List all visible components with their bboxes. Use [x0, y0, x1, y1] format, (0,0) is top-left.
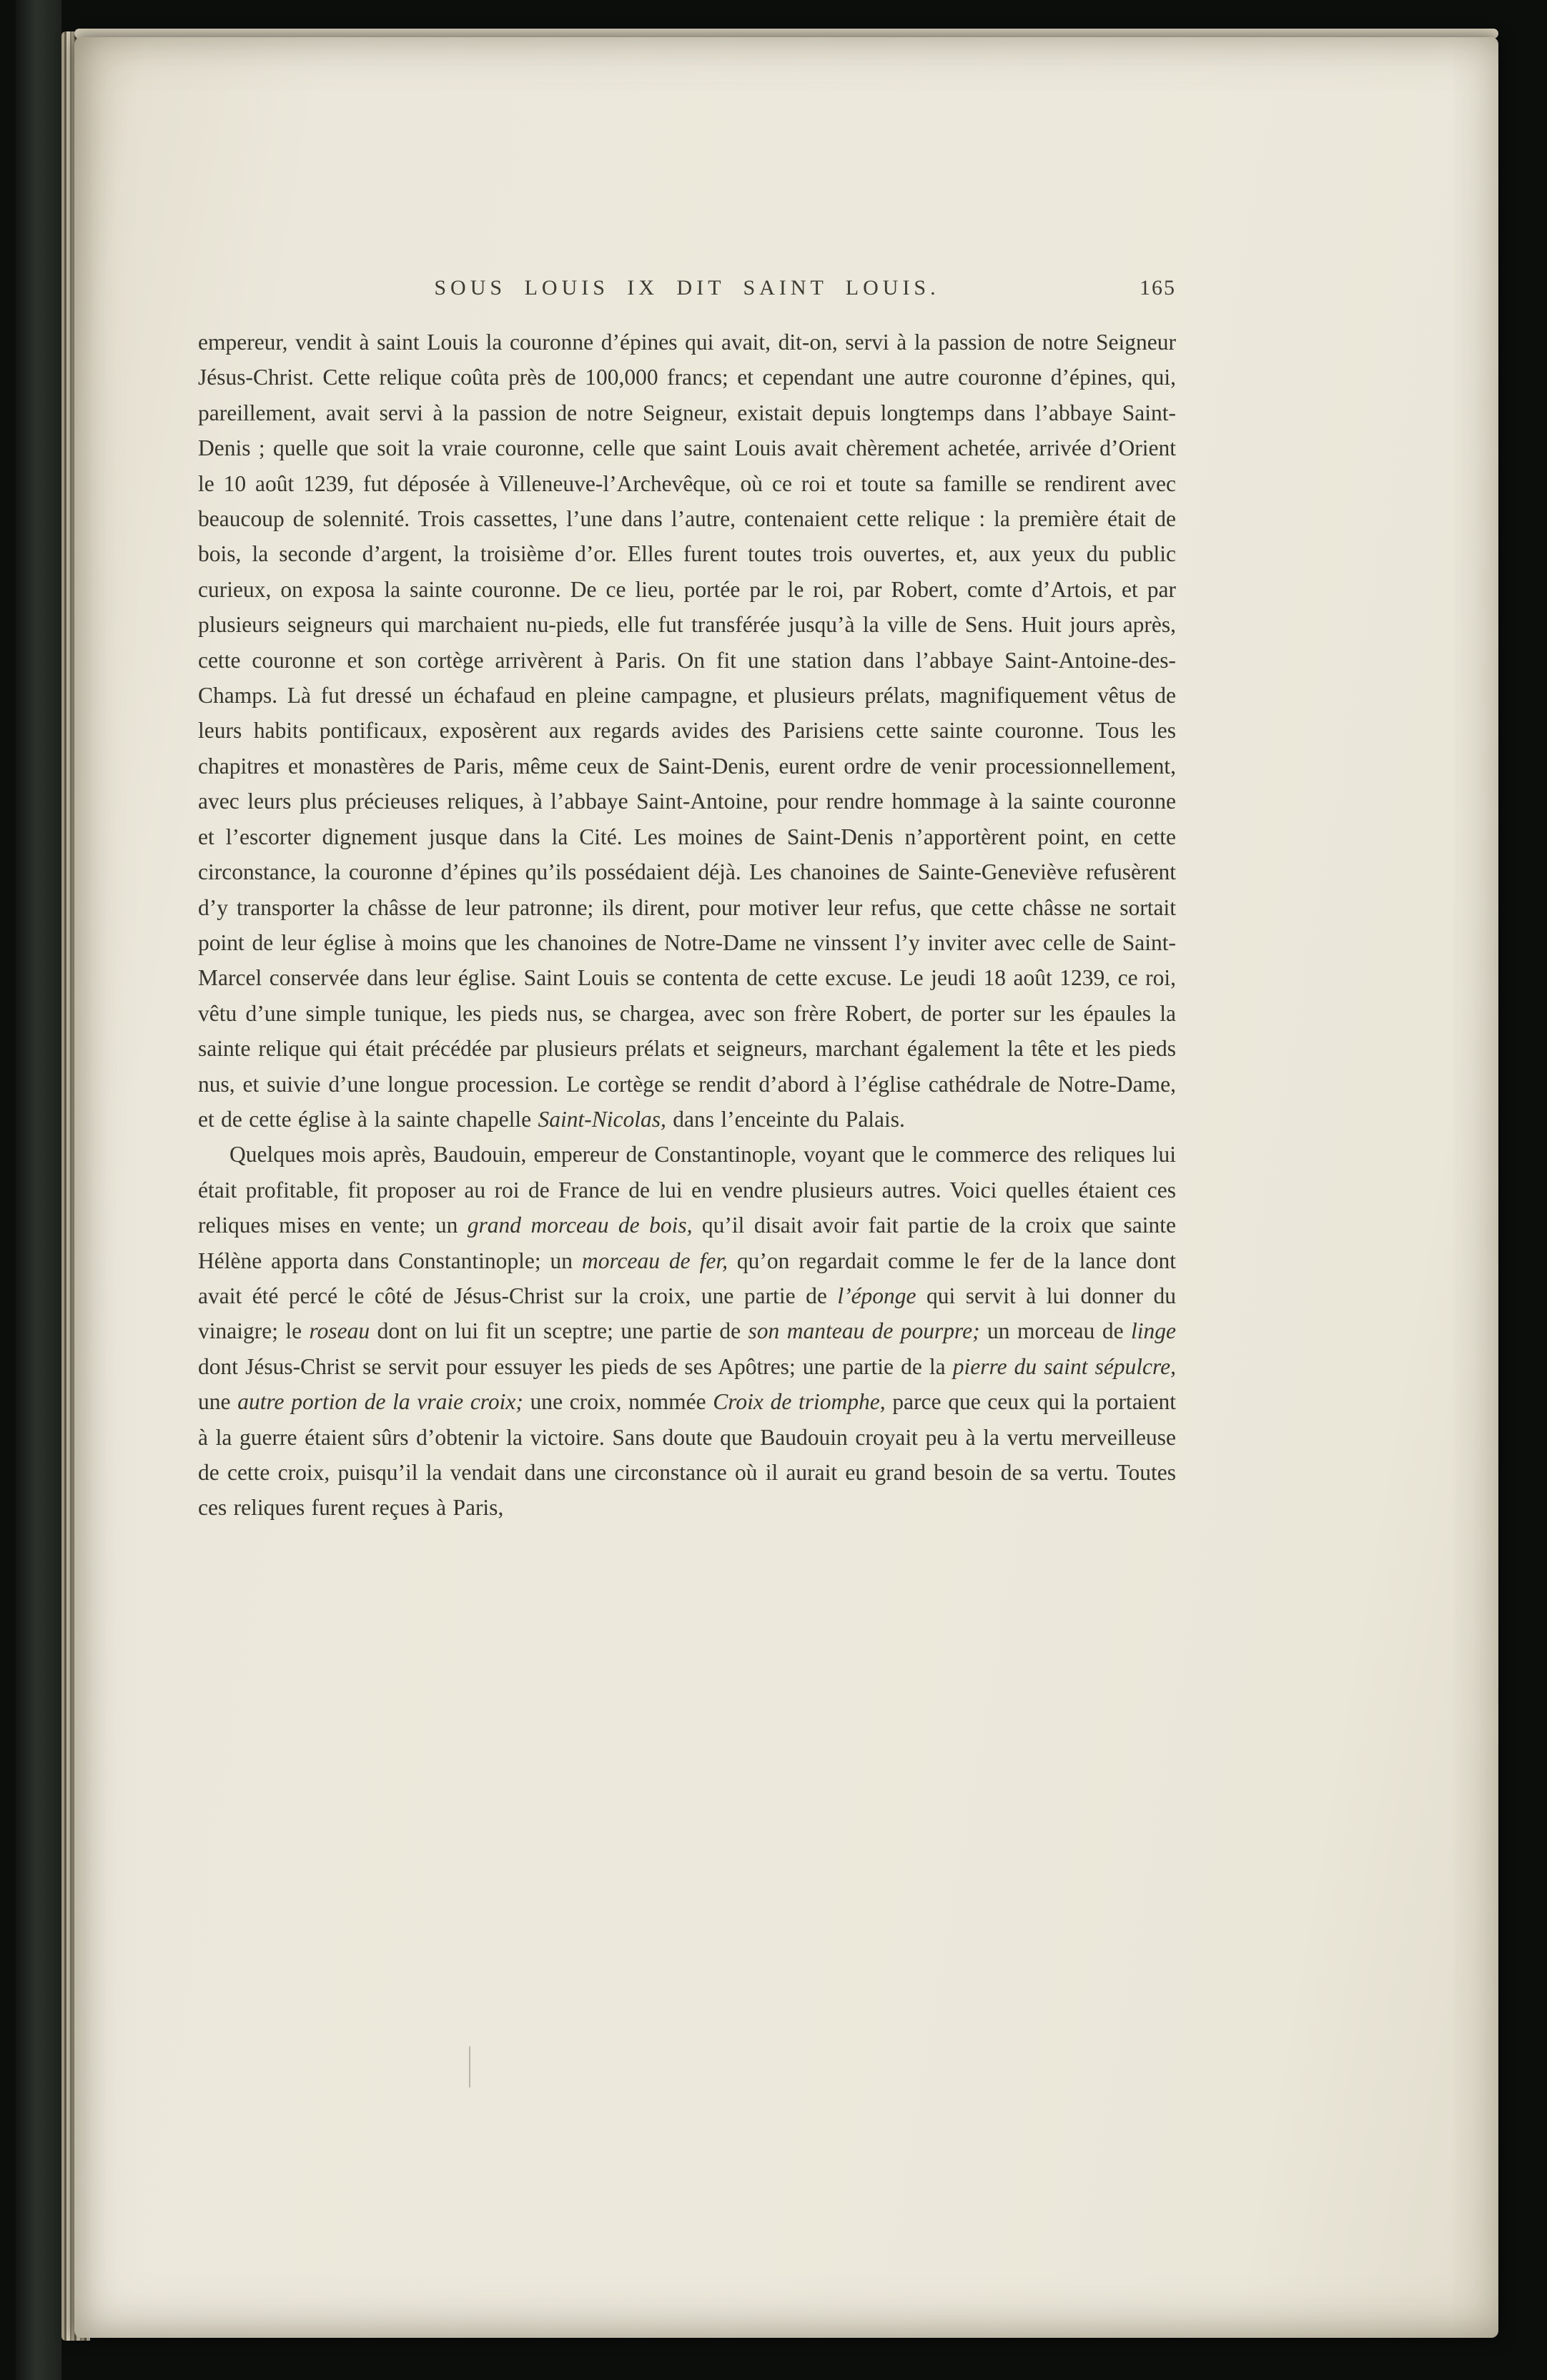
italic-text-segment: linge	[1130, 1318, 1176, 1344]
italic-text-segment: Croix de triomphe,	[713, 1389, 886, 1415]
italic-text-segment: morceau de fer,	[581, 1248, 728, 1273]
text-segment: qu’on regardait comme le fer de la lance dont avait été percé le côté de Jésus-Christ sur la croix, une partie de	[198, 1248, 1176, 1308]
text-segment: qu’il disait avoir fait partie de la croix que sainte Hélène apporta dans Constantinople; un	[198, 1213, 1176, 1273]
book-cover-edge	[16, 0, 61, 2380]
text-segment: dont on lui fit un sceptre; une partie de	[370, 1318, 748, 1344]
paragraph-2	[198, 1137, 1176, 1525]
page-number: 165	[1140, 276, 1176, 300]
italic-text-segment: son manteau de pourpre;	[748, 1318, 980, 1344]
italic-text-segment: autre portion de la vraie croix;	[237, 1389, 523, 1415]
text-segment: empereur, vendit à saint Louis la couronne d’épines qui avait, dit-on, servi à la passion de notre Seigneur Jésus-Christ. Cette relique coûta près de 100,000 francs; et cependant une autre couronne d’épines, qui, pareillement, avait servi à la passion de notre Seigneur, existait depuis longtemps dans l’abbaye Saint-Denis ; quelle que soit la vraie couronne, celle que saint Louis avait chèrement achetée, arrivée d’Orient le 10 août 1239, fut déposée à Villeneuve-l’Archevêque, où ce roi et toute sa famille se rendirent avec beaucoup de solennité. Trois cassettes, l’une dans l’autre, contenaient cette relique : la première était de bois, la seconde d’argent, la troisième d’or. Elles furent toutes trois ouvertes, et, aux yeux du public curieux, on exposa la sainte couronne. De ce lieu, portée par le roi, par Robert, comte d’Artois, et par plusieurs seigneurs qui marchaient nu-pieds, elle fut transférée jusqu’à la ville de Sens. Huit jours après, cette couronne et son cortège arrivèrent à Paris. On fit une station dans l’abbaye Saint-Antoine-des-Champs. Là fut dressé un échafaud en pleine campagne, et plusieurs prélats, magnifiquement vêtus de leurs habits pontificaux, exposèrent aux regards avides des Parisiens cette sainte couronne. Tous les chapitres et monastères de Paris, même ceux de Saint-Denis, eurent ordre de venir processionnellement, avec leurs plus précieuses reliques, à l’abbaye Saint-Antoine, pour rendre hommage à la sainte couronne et l’escorter dignement jusque dans la Cité. Les moines de Saint-Denis n’apportèrent point, en cette circonstance, la couronne d’épines qu’ils possédaient déjà. Les chanoines de Sainte-Geneviève refusèrent d’y transporter la châsse de leur patronne; ils dirent, pour motiver leur refus, que cette châsse ne sortait point de leur église à moins que les chanoines de Notre-Dame ne vinssent l’y inviter avec celle de Saint-Marcel conservée dans leur église. Saint Louis se contenta de cette excuse. Le jeudi 18 août 1239, ce roi, vêtu d’une simple tunique, les pieds nus, se chargea, avec son frère Robert, de porter sur les épaules la sainte relique qui était précédée par plusieurs prélats et seigneurs, marchant également la tête et les pieds nus, et suivie d’une longue procession. Le cortège se rendit d’abord à l’église cathédrale de Notre-Dame, et de cette église à la sainte chapelle	[198, 330, 1176, 1132]
text-segment: dans l’enceinte du Palais.	[666, 1106, 905, 1132]
text-segment: une	[198, 1389, 238, 1415]
text-segment: une croix, nommée	[523, 1389, 713, 1415]
italic-text-segment: Saint-Nicolas,	[538, 1106, 666, 1132]
text-segment: Quelques mois après, Baudouin, empereur de Constantinople, voyant que le commerce des reliques lui était profitable, fit proposer au roi de France de lui en vendre plusieurs autres. Voici quelles étaient ces reliques mises en vente; un	[198, 1142, 1176, 1238]
body-text	[198, 325, 1176, 1526]
running-head	[198, 276, 1176, 309]
scan-artifact-mark	[469, 2046, 470, 2088]
italic-text-segment: grand morceau de bois,	[467, 1213, 693, 1238]
text-segment: qui servit à lui donner du vinaigre; le	[198, 1283, 1176, 1344]
running-head-title: SOUS LOUIS IX DIT SAINT LOUIS.	[434, 276, 940, 300]
italic-text-segment: roseau	[309, 1318, 370, 1344]
text-segment: un morceau de	[979, 1318, 1131, 1344]
paragraph-1	[198, 325, 1176, 1137]
text-segment: dont Jésus-Christ se servit pour essuyer les pieds de ses Apôtres; une partie de la	[198, 1353, 953, 1379]
italic-text-segment: l’éponge	[837, 1283, 916, 1308]
text-segment: parce que ceux qui la portaient à la guerre étaient sûrs d’obtenir la victoire. Sans doute que Baudouin croyait peu à la vertu merveilleuse de cette croix, puisqu’il la vendait dans une circonstance où il aurait eu grand besoin de sa vertu. Toutes ces reliques furent reçues à Paris,	[198, 1389, 1176, 1521]
italic-text-segment: pierre du saint sépulcre,	[952, 1353, 1176, 1379]
page-text-area	[198, 276, 1176, 1526]
